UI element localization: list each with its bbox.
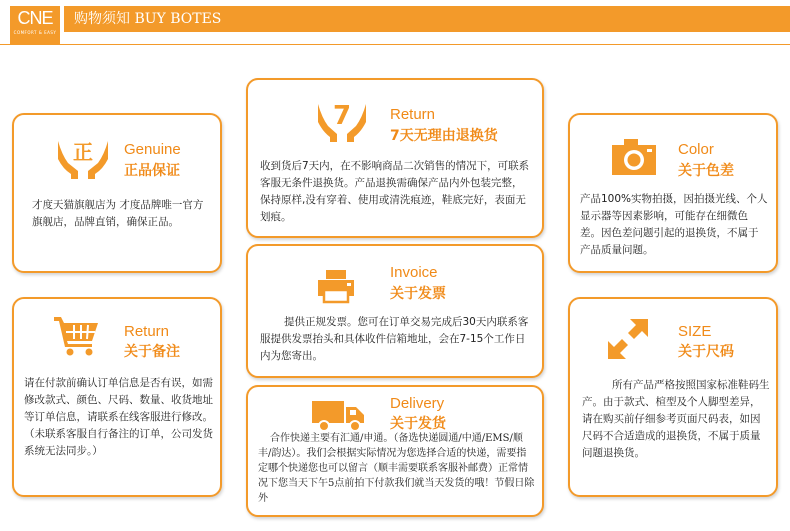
card-title-en: Genuine — [124, 141, 181, 158]
icon-glyph: 正 — [73, 140, 93, 164]
card-invoice — [246, 244, 544, 378]
card-body: 产品100%实物拍摄，因拍摄光线、个人显示器等因素影响，可能存在细微色差。因色差问题引起的退换货，不属于产品质量问题。 — [580, 193, 768, 256]
card-title-cn: 7天无理由退换货 — [390, 128, 498, 144]
brand-logo — [10, 6, 60, 44]
card-title-en: Return — [390, 106, 436, 123]
card-title-cn: 正品保证 — [124, 163, 180, 179]
card-title-en: Color — [678, 141, 714, 158]
camera-icon — [610, 137, 658, 177]
card-title-cn: 关于色差 — [678, 163, 734, 179]
resize-arrows-icon — [606, 317, 650, 361]
card-body: 请在付款前确认订单信息是否有误，如需修改款式、颜色、尺码、数量、收货地址等订单信息，请联系在线客服进行修改。（未联系客服自行备注的订单，公司发货系统无法同步。） — [24, 377, 213, 457]
page-header — [0, 0, 790, 45]
card-title-cn: 关于尺码 — [678, 344, 734, 360]
logo-text: CNE — [17, 8, 53, 28]
page-title: 购物须知 BUY BOTES — [74, 11, 222, 27]
card-body: 合作快递主要有汇通/申通。（备选快递圆通/中通/EMS/顺丰/韵达）。我们会根据实际情况为您选择合适的快递，需要指定哪个快递您也可以留言（顺丰需要联系客服补邮费）正常情况下您当天下午5点前拍下付款我们就当天发货的哦！节假日除外 — [258, 433, 535, 504]
card-title-en: Delivery — [390, 395, 445, 412]
header-title-bar — [64, 6, 790, 32]
truck-icon — [310, 399, 366, 433]
card-title-cn: 关于发票 — [390, 286, 446, 302]
card-remark — [12, 297, 222, 497]
card-title-en: Return — [124, 323, 170, 340]
card-delivery — [246, 385, 544, 517]
card-color — [568, 113, 778, 273]
icon-glyph: 7 — [332, 101, 352, 131]
printer-icon — [316, 268, 356, 304]
shopping-cart-icon — [52, 313, 100, 357]
card-body: 所有产品严格按照国家标准鞋码生产。由于款式、楦型及个人脚型差异，请在购买前仔细参考页面尺码表，如因尺码不合适造成的退换货，不属于质量问题退换货。 — [582, 379, 770, 459]
card-body: 收到货后7天内，在不影响商品二次销售的情况下，可联系客服无条件退换货。产品退换需确保产品内外包装完整，保持原样,没有穿着、使用或清洗痕迹，鞋底完好，表面无划痕。 — [260, 160, 530, 223]
card-body: 提供正规发票。您可在订单交易完成后30天内联系客服提供发票抬头和具体收件信箱地址，会在7-15个工作日内为您寄出。 — [260, 316, 529, 362]
card-title-en: Invoice — [390, 264, 438, 281]
logo-subtitle: COMFORT & EASY — [13, 30, 57, 35]
card-title-en: SIZE — [678, 323, 712, 340]
card-body: 才度天猫旗舰店为 才度品牌唯一官方旗舰店，品牌直销，确保正品。 — [32, 199, 204, 228]
hands-genuine-icon — [54, 131, 112, 181]
card-title-cn: 关于发货 — [390, 416, 446, 432]
card-return-7days — [246, 78, 544, 238]
card-title-cn: 关于备注 — [124, 344, 180, 360]
hands-seven-icon — [314, 94, 370, 144]
card-size — [568, 297, 778, 497]
card-genuine — [12, 113, 222, 273]
